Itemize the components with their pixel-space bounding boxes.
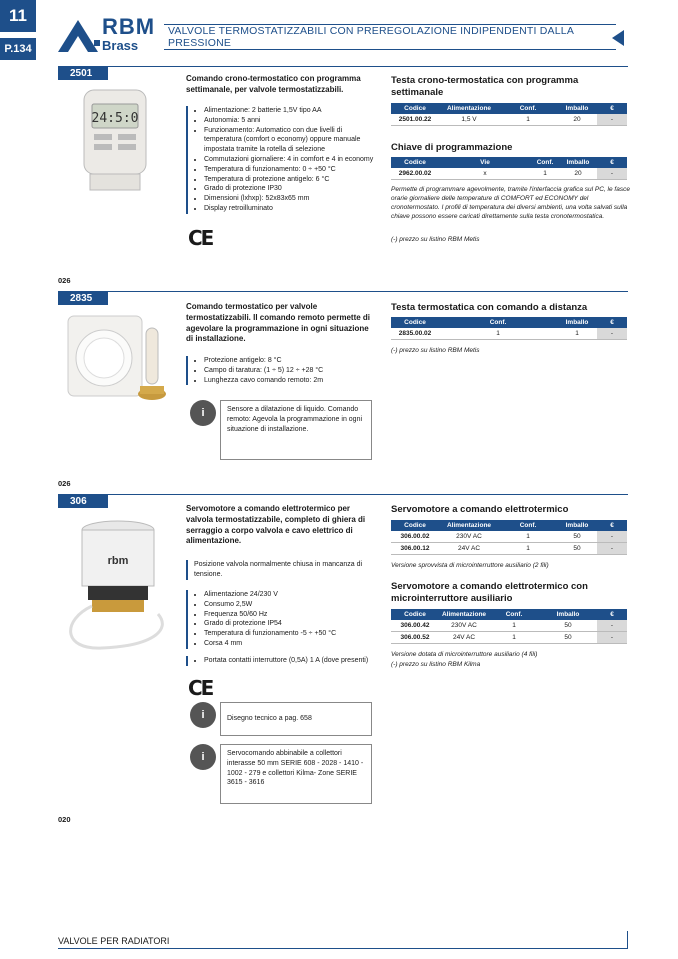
chrono-thermostat-image <box>70 86 160 196</box>
price-table-306-micro <box>391 609 627 644</box>
price-note-306: (-) prezzo su listino RBM Kilma <box>391 661 481 668</box>
lcd-display: 24:5:0 <box>91 111 139 126</box>
col-header: Imballo <box>557 317 597 328</box>
feature-item: • Consumo 2,5W <box>204 600 380 610</box>
table-title-2962: Chiave di programmazione <box>391 142 513 153</box>
info-icon: i <box>190 744 216 770</box>
header-title: VALVOLE TERMOSTATIZZABILI CON PREREGOLAZIONE INDIPENDENTI DALLA PRESSIONE <box>164 24 616 50</box>
section-code-2835: 2835 <box>58 291 108 305</box>
features-306 <box>186 590 380 649</box>
feature-item: • Alimentazione 24/230 V <box>204 590 380 600</box>
feature-item: • Frequenza 50/60 Hz <box>204 610 380 620</box>
section-number: 020 <box>58 815 71 824</box>
logo-rbm-text: RBM <box>102 14 156 39</box>
col-header: € <box>597 317 627 328</box>
col-header: € <box>597 157 627 168</box>
servomotor-image <box>62 510 182 660</box>
feature-item: • Temperatura di funzionamento -5 ÷ +50 °C <box>204 629 380 639</box>
features-2835 <box>186 356 380 385</box>
product-title-2835: Comando termostatico per valvole termostatizzabili. Il comando remoto permette di agevolare la programmazione in ogni situazione di installazione. <box>186 302 371 344</box>
section-code-2501: 2501 <box>58 66 108 80</box>
feature-item: • Dimensioni (lxhxp): 52x83x65 mm <box>204 194 380 204</box>
feature-item: • Lunghezza cavo comando remoto: 2m <box>204 376 380 386</box>
col-header: € <box>597 609 627 620</box>
feature-item: • Display retroilluminato <box>204 204 380 214</box>
note1-306: Versione sprovvista di microinterruttore ausiliario (2 fili) <box>391 562 549 569</box>
table-row: 306.00.42 230V AC 1 50 - <box>391 620 627 632</box>
callout-collectors-306: Servocomando abbinabile a collettori interasse 50 mm SERIE 608 - 2028 - 1410 - 1002 - 279 e collettori Kilma- Zone SERIE 3615 - 3616 <box>220 744 372 804</box>
col-header: Imballo <box>539 609 597 620</box>
feature-item: • Autonomia: 5 anni <box>204 116 380 126</box>
price-table-2835 <box>391 317 627 340</box>
logo-brass-text: Brass <box>102 38 139 53</box>
price-note-2835: (-) prezzo su listino RBM Metis <box>391 347 480 354</box>
col-header: Alimentazione <box>439 609 489 620</box>
callout-2835: Sensore a dilatazione di liquido. Comando remoto: Agevola la programmazione in ogni situazione di installazione. <box>220 400 372 460</box>
col-header: Conf. <box>499 103 557 114</box>
col-header: Vie <box>439 157 531 168</box>
table-row: 306.00.02 230V AC 1 50 - <box>391 531 627 543</box>
price-note-2501: (-) prezzo su listino RBM Metis <box>391 236 480 243</box>
col-header: Codice <box>391 609 439 620</box>
col-header: Conf. <box>531 157 559 168</box>
section-divider <box>58 494 628 495</box>
price-table-2501 <box>391 103 627 126</box>
feature-item: • Temperatura di funzionamento: 0 ÷ +50 °C <box>204 165 380 175</box>
section-divider <box>58 291 628 292</box>
footer-line <box>58 948 628 949</box>
col-header: Conf. <box>489 609 539 620</box>
ce-mark-icon: CE <box>188 226 213 250</box>
table-row: 306.00.52 24V AC 1 50 - <box>391 632 627 644</box>
table-row: 2835.00.02 1 1 - <box>391 328 627 340</box>
col-header: Imballo <box>557 520 597 531</box>
product-title-2501: Comando crono-termostatico con programma settimanale, per valvole termostatizzabili. <box>186 74 361 94</box>
col-header: Codice <box>391 157 439 168</box>
col-header: Codice <box>391 103 439 114</box>
feature-item: • Portata contatti interruttore (0,5A) 1 A (dove presenti) <box>204 656 380 666</box>
feature-item: • Funzionamento: Automatico con due livelli di temperatura (comfort o economy) oppure manuale impostata tramite la rotella di selezione <box>204 126 380 155</box>
col-header: Codice <box>391 520 439 531</box>
table-title-306: Servomotore a comando elettrotermico <box>391 504 569 515</box>
header-arrow-icon <box>612 30 624 46</box>
feature-item: • Grado di protezione IP30 <box>204 184 380 194</box>
col-header: Imballo <box>557 103 597 114</box>
brand-label: rbm <box>107 555 129 567</box>
table-row: 2962.00.02 x 1 20 - <box>391 168 627 180</box>
footer-text: VALVOLE PER RADIATORI <box>58 936 170 946</box>
price-table-2962 <box>391 157 627 180</box>
table-row: 2501.00.22 1,5 V 1 20 - <box>391 114 627 126</box>
page-number: P.134 <box>0 38 36 60</box>
table-row: 306.00.12 24V AC 1 50 - <box>391 543 627 555</box>
info-icon: i <box>190 702 216 728</box>
remote-thermostat-image <box>62 308 182 412</box>
feature-item: • Grado di protezione IP54 <box>204 619 380 629</box>
col-header: Conf. <box>439 317 557 328</box>
feature-item: • Temperatura di protezione antigelo: 6 °C <box>204 175 380 185</box>
callout-drawing-306: Disegno tecnico a pag. 658 <box>220 702 372 736</box>
features2-306 <box>186 656 380 666</box>
price-table-306 <box>391 520 627 555</box>
col-header: Imballo <box>559 157 597 168</box>
table-title-2501: Testa crono-termostatica con programma settimanale <box>391 75 579 98</box>
col-header: Conf. <box>499 520 557 531</box>
features-2501 <box>186 106 380 214</box>
col-header: Alimentazione <box>439 103 499 114</box>
feature-item: • Corsa 4 mm <box>204 639 380 649</box>
note-2962: Permette di programmare agevolmente, tramite l'interfaccia grafica sul PC, le fasce orarie giornaliere delle temperature di COMFORT ed ECONOMY del cronotermostato. I profili di temperatura dei diversi ambienti, una volta salvati sulla chiave possono essere caricati direttamente sulla testa cronotermostatica. <box>391 186 630 221</box>
col-header: € <box>597 103 627 114</box>
col-header: € <box>597 520 627 531</box>
table-title-2835: Testa termostatica con comando a distanza <box>391 302 588 313</box>
section-number: 026 <box>58 479 71 488</box>
info-icon: i <box>190 400 216 426</box>
feature-item: • Alimentazione: 2 batterie 1,5V tipo AA <box>204 106 380 116</box>
ce-mark-icon: CE <box>188 676 213 700</box>
col-header: Alimentazione <box>439 520 499 531</box>
table-title-306-micro: Servomotore a comando elettrotermico con microinterruttore ausiliario <box>391 581 588 604</box>
section-number: 026 <box>58 276 71 285</box>
feature-item: • Commutazioni giornaliere: 4 in comfort e 4 in economy <box>204 155 380 165</box>
note2-306: Versione dotata di microinterruttore ausiliario (4 fili) <box>391 651 538 658</box>
feature-item: • Protezione antigelo: 8 °C <box>204 356 380 366</box>
section-code-306: 306 <box>58 494 108 508</box>
position-note-306: Posizione valvola normalmente chiusa in mancanza di tensione. <box>186 560 380 580</box>
feature-item: • Campo di taratura: (1 ÷ 5) 12 ÷ +28 °C <box>204 366 380 376</box>
section-divider <box>58 66 628 67</box>
col-header: Codice <box>391 317 439 328</box>
footer-tick <box>627 931 628 949</box>
product-title-306: Servomotore a comando elettrotermico per valvola termostatizzabile, completo di ghiera di serraggio a corpo valvola e cavo elettrico di alimentazione. <box>186 504 366 546</box>
chapter-number: 11 <box>0 0 36 32</box>
